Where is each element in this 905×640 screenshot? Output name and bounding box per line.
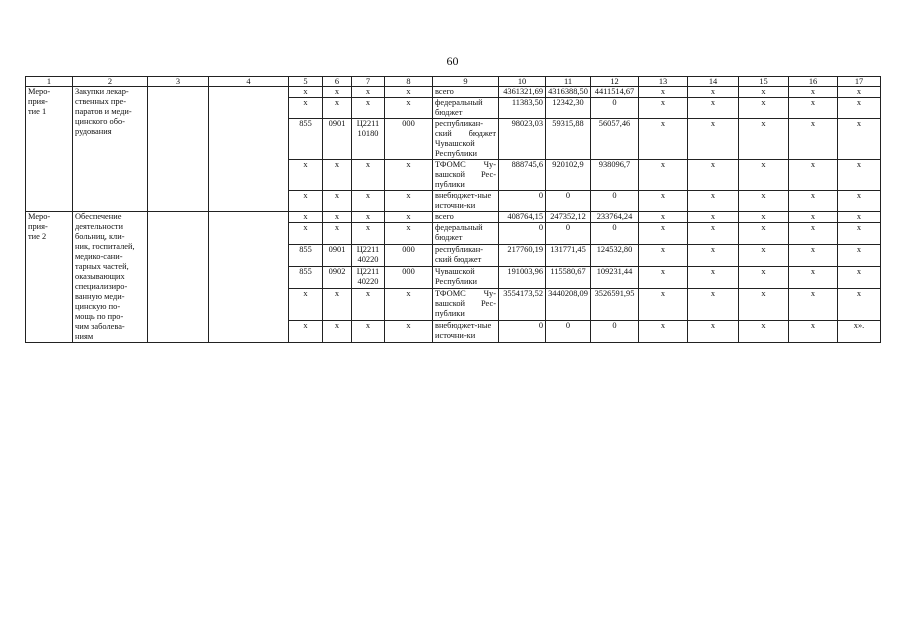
column-number: 11	[546, 77, 591, 87]
value-cell: 0	[499, 321, 546, 343]
indicator-cell: x	[688, 321, 739, 343]
indicator-cell: x	[688, 245, 739, 267]
rzpr-cell: 0901	[323, 119, 352, 160]
grbs-cell: x	[289, 160, 323, 191]
value-cell: 0	[546, 191, 591, 212]
grbs-cell: x	[289, 321, 323, 343]
value-cell: 0	[546, 223, 591, 245]
indicator-cell: x	[789, 223, 838, 245]
grbs-cell: 855	[289, 267, 323, 289]
value-cell: 4361321,69	[499, 87, 546, 98]
funding-source-cell: республикан-ский бюджет	[433, 245, 499, 267]
event-name-line: тие 1	[28, 107, 47, 116]
event-description-line: медико-сани-	[75, 252, 123, 261]
column-number: 14	[688, 77, 739, 87]
rzpr-cell: x	[323, 288, 352, 320]
indicator-cell: x	[838, 212, 881, 223]
indicator-cell: x	[838, 191, 881, 212]
funding-source-cell: всего	[433, 212, 499, 223]
event-description-line: чим заболева-	[75, 322, 125, 331]
indicator-cell: x	[688, 87, 739, 98]
funding-source-cell: внебюджет-ные источни-ки	[433, 321, 499, 343]
indicator-cell: x	[688, 267, 739, 289]
indicator-cell: x	[739, 98, 789, 119]
event-name-line: прия-	[28, 97, 48, 106]
indicator-cell: x	[838, 288, 881, 320]
column-number: 16	[789, 77, 838, 87]
funding-source-cell: внебюджет-ные источни-ки	[433, 191, 499, 212]
rzpr-cell: x	[323, 160, 352, 191]
column-number: 4	[209, 77, 289, 87]
indicator-cell: x	[739, 245, 789, 267]
indicator-cell: x	[789, 267, 838, 289]
value-cell: 247352,12	[546, 212, 591, 223]
csr-cell: x	[352, 191, 385, 212]
indicator-cell: x	[639, 288, 688, 320]
event-name-line: тие 2	[28, 232, 47, 241]
csr-cell: x	[352, 288, 385, 320]
indicator-cell: x	[739, 288, 789, 320]
vr-cell: x	[385, 223, 433, 245]
event-description-line: ственных пре-	[75, 97, 127, 106]
csr-cell: Ц2211 10180	[352, 119, 385, 160]
indicator-cell: x	[789, 119, 838, 160]
indicator-cell: x	[639, 223, 688, 245]
indicator-cell: x	[639, 119, 688, 160]
indicator-cell: x	[789, 288, 838, 320]
indicator-cell: x	[789, 321, 838, 343]
value-cell: 0	[546, 321, 591, 343]
indicator-cell: x	[688, 191, 739, 212]
event-description-line: мощь по про-	[75, 312, 124, 321]
grbs-cell: x	[289, 98, 323, 119]
value-cell: 888745,6	[499, 160, 546, 191]
value-cell: 115580,67	[546, 267, 591, 289]
column-number: 8	[385, 77, 433, 87]
indicator-cell: x	[789, 160, 838, 191]
empty-cell	[148, 87, 209, 212]
column-number: 12	[591, 77, 639, 87]
funding-source-cell: федеральный бюджет	[433, 223, 499, 245]
value-cell: 408764,15	[499, 212, 546, 223]
indicator-cell: x	[688, 119, 739, 160]
column-number: 17	[838, 77, 881, 87]
value-cell: 59315,88	[546, 119, 591, 160]
column-number: 13	[639, 77, 688, 87]
value-cell: 109231,44	[591, 267, 639, 289]
funding-source-cell: всего	[433, 87, 499, 98]
indicator-cell: x	[789, 212, 838, 223]
event-description-line: Закупки лекар-	[75, 87, 129, 96]
event-description-line: специализиро-	[75, 282, 128, 291]
value-cell: 56057,46	[591, 119, 639, 160]
vr-cell: 000	[385, 119, 433, 160]
column-number: 15	[739, 77, 789, 87]
rzpr-cell: x	[323, 87, 352, 98]
event-name-line: прия-	[28, 222, 48, 231]
indicator-cell: x	[739, 119, 789, 160]
value-cell: 0	[499, 191, 546, 212]
value-cell: 0	[591, 223, 639, 245]
indicator-cell: x	[739, 191, 789, 212]
indicator-cell: x	[688, 288, 739, 320]
indicator-cell: x	[739, 223, 789, 245]
csr-cell: x	[352, 98, 385, 119]
event-name-line: Меро-	[28, 212, 51, 221]
indicator-cell: x».	[838, 321, 881, 343]
value-cell: 11383,50	[499, 98, 546, 119]
event-description-line: Обеспечение	[75, 212, 122, 221]
rzpr-cell: x	[323, 98, 352, 119]
value-cell: 920102,9	[546, 160, 591, 191]
indicator-cell: x	[838, 98, 881, 119]
grbs-cell: x	[289, 223, 323, 245]
value-cell: 938096,7	[591, 160, 639, 191]
value-cell: 3526591,95	[591, 288, 639, 320]
rzpr-cell: x	[323, 321, 352, 343]
indicator-cell: x	[688, 223, 739, 245]
indicator-cell: x	[639, 321, 688, 343]
indicator-cell: x	[688, 160, 739, 191]
column-number: 9	[433, 77, 499, 87]
indicator-cell: x	[838, 223, 881, 245]
indicator-cell: x	[688, 212, 739, 223]
csr-cell: x	[352, 212, 385, 223]
rzpr-cell: x	[323, 212, 352, 223]
indicator-cell: x	[639, 87, 688, 98]
grbs-cell: x	[289, 212, 323, 223]
table-body	[26, 87, 881, 343]
value-cell: 12342,30	[546, 98, 591, 119]
indicator-cell: x	[838, 267, 881, 289]
value-cell: 233764,24	[591, 212, 639, 223]
event-description-line: цинскую по-	[75, 302, 121, 311]
value-cell: 217760,19	[499, 245, 546, 267]
indicator-cell: x	[789, 98, 838, 119]
event-description-line: ниям	[75, 332, 94, 341]
rzpr-cell: 0901	[323, 245, 352, 267]
table-row	[26, 212, 881, 223]
funding-source-cell: республикан-ский бюджет Чувашской Республики	[433, 119, 499, 160]
value-cell: 98023,03	[499, 119, 546, 160]
value-cell: 191003,96	[499, 267, 546, 289]
rzpr-cell: x	[323, 223, 352, 245]
event-description-line: больниц, кли-	[75, 232, 125, 241]
event-description-line: оказывающих	[75, 272, 125, 281]
grbs-cell: x	[289, 288, 323, 320]
column-number: 1	[26, 77, 73, 87]
empty-cell	[148, 212, 209, 343]
column-number-row	[26, 77, 881, 87]
indicator-cell: x	[639, 160, 688, 191]
column-number: 10	[499, 77, 546, 87]
indicator-cell: x	[789, 245, 838, 267]
indicator-cell: x	[639, 98, 688, 119]
indicator-cell: x	[739, 267, 789, 289]
value-cell: 0	[499, 223, 546, 245]
rzpr-cell: 0902	[323, 267, 352, 289]
value-cell: 3440208,09	[546, 288, 591, 320]
indicator-cell: x	[739, 160, 789, 191]
indicator-cell: x	[739, 87, 789, 98]
value-cell: 0	[591, 191, 639, 212]
indicator-cell: x	[838, 160, 881, 191]
value-cell: 4316388,50	[546, 87, 591, 98]
page-number: 60	[446, 54, 459, 68]
vr-cell: x	[385, 212, 433, 223]
indicator-cell: x	[639, 267, 688, 289]
event-description-line: ник, госпиталей,	[75, 242, 135, 251]
vr-cell: 000	[385, 267, 433, 289]
event-description-cell	[73, 87, 148, 212]
vr-cell: x	[385, 288, 433, 320]
indicator-cell: x	[639, 245, 688, 267]
event-description-line: паратов и меди-	[75, 107, 132, 116]
csr-cell: Ц2211 40220	[352, 245, 385, 267]
indicator-cell: x	[789, 191, 838, 212]
indicator-cell: x	[688, 98, 739, 119]
indicator-cell: x	[739, 321, 789, 343]
empty-cell	[209, 212, 289, 343]
event-description-line: ванную меди-	[75, 292, 125, 301]
indicator-cell: x	[739, 212, 789, 223]
grbs-cell: 855	[289, 119, 323, 160]
value-cell: 0	[591, 321, 639, 343]
vr-cell: x	[385, 321, 433, 343]
table-row	[26, 87, 881, 98]
funding-source-cell: Чувашской Республики	[433, 267, 499, 289]
budget-table	[25, 76, 881, 343]
value-cell: 124532,80	[591, 245, 639, 267]
grbs-cell: 855	[289, 245, 323, 267]
event-name-cell	[26, 87, 73, 212]
indicator-cell: x	[639, 212, 688, 223]
grbs-cell: x	[289, 87, 323, 98]
column-number: 6	[323, 77, 352, 87]
vr-cell: x	[385, 98, 433, 119]
event-description-line: цинского обо-	[75, 117, 125, 126]
csr-cell: x	[352, 321, 385, 343]
event-name-cell	[26, 212, 73, 343]
value-cell: 3554173,52	[499, 288, 546, 320]
indicator-cell: x	[789, 87, 838, 98]
event-description-line: рудования	[75, 127, 112, 136]
indicator-cell: x	[639, 191, 688, 212]
vr-cell: 000	[385, 245, 433, 267]
event-name-line: Меро-	[28, 87, 51, 96]
indicator-cell: x	[838, 245, 881, 267]
csr-cell: Ц2211 40220	[352, 267, 385, 289]
column-number: 2	[73, 77, 148, 87]
vr-cell: x	[385, 191, 433, 212]
grbs-cell: x	[289, 191, 323, 212]
vr-cell: x	[385, 87, 433, 98]
value-cell: 4411514,67	[591, 87, 639, 98]
funding-source-cell: ТФОМС Чу-вашской Рес-публики	[433, 288, 499, 320]
value-cell: 131771,45	[546, 245, 591, 267]
rzpr-cell: x	[323, 191, 352, 212]
column-number: 7	[352, 77, 385, 87]
value-cell: 0	[591, 98, 639, 119]
vr-cell: x	[385, 160, 433, 191]
csr-cell: x	[352, 160, 385, 191]
event-description-line: деятельности	[75, 222, 123, 231]
funding-source-cell: федеральный бюджет	[433, 98, 499, 119]
indicator-cell: x	[838, 119, 881, 160]
event-description-line: тарных частей,	[75, 262, 129, 271]
csr-cell: x	[352, 87, 385, 98]
csr-cell: x	[352, 223, 385, 245]
column-number: 5	[289, 77, 323, 87]
column-number: 3	[148, 77, 209, 87]
empty-cell	[209, 87, 289, 212]
indicator-cell: x	[838, 87, 881, 98]
event-description-cell	[73, 212, 148, 343]
funding-source-cell: ТФОМС Чу-вашской Рес-публики	[433, 160, 499, 191]
